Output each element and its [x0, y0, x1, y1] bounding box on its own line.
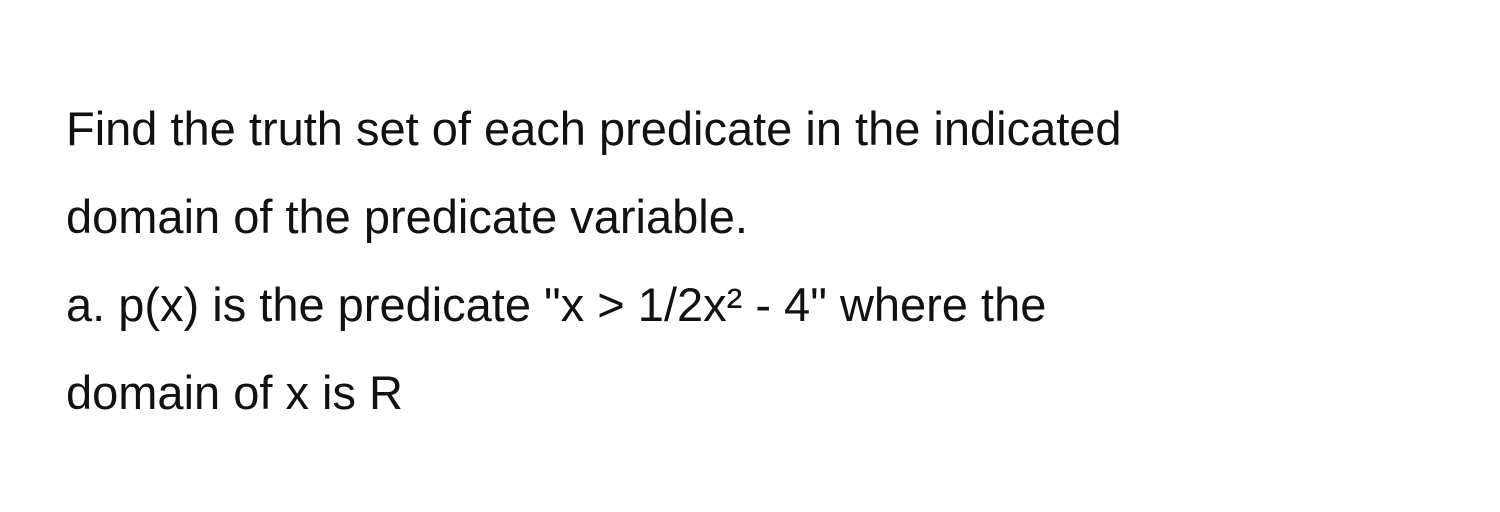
- part-a-line-1: a. p(x) is the predicate "x > 1/2x² - 4" where the: [66, 278, 1047, 331]
- intro-line-1: Find the truth set of each predicate in the indicated: [66, 102, 1122, 155]
- problem-text: [66, 85, 1456, 437]
- part-a-line-2: domain of x is R: [66, 366, 403, 419]
- intro-line-2: domain of the predicate variable.: [66, 190, 748, 243]
